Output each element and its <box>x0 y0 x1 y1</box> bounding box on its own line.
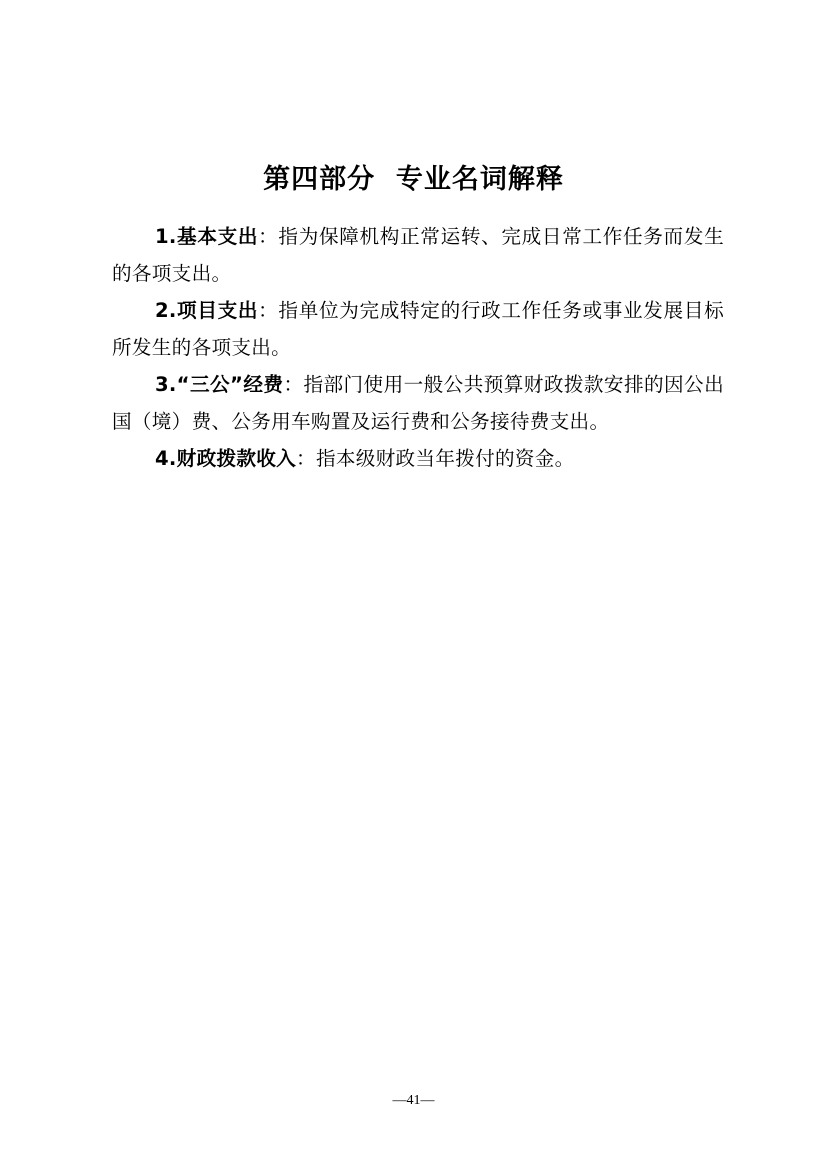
glossary-entry-fiscal-appropriation-income <box>112 440 724 477</box>
glossary-term: 2.项目支出 <box>155 299 259 322</box>
glossary-term: 4.财政拨款收入 <box>155 447 297 470</box>
glossary-entry-project-expenditure <box>112 292 724 366</box>
term-separator: ： <box>258 299 279 322</box>
glossary-term: 1.基本支出 <box>155 225 259 248</box>
page-number: —41— <box>392 1093 435 1108</box>
glossary-entry-three-public-expenses <box>112 366 724 440</box>
glossary-definition: 指部门使用一般公共预算财政拨款安排的因公出国（境）费、公务用车购置及运行费和公务接待费支出。 <box>112 373 724 433</box>
glossary-body <box>112 218 724 477</box>
glossary-entry-basic-expenditure <box>112 218 724 292</box>
glossary-definition: 指为保障机构正常运转、完成日常工作任务而发生的各项支出。 <box>112 225 724 285</box>
glossary-definition: 指本级财政当年拨付的资金。 <box>315 447 575 470</box>
term-separator: ： <box>258 225 279 248</box>
glossary-term: 3.“三公”经费 <box>155 373 284 396</box>
glossary-definition: 指单位为完成特定的行政工作任务或事业发展目标所发生的各项支出。 <box>112 299 724 359</box>
term-separator: ： <box>283 373 304 396</box>
term-separator: ： <box>296 447 316 470</box>
page-title: 第四部分 专业名词解释 <box>263 164 564 195</box>
